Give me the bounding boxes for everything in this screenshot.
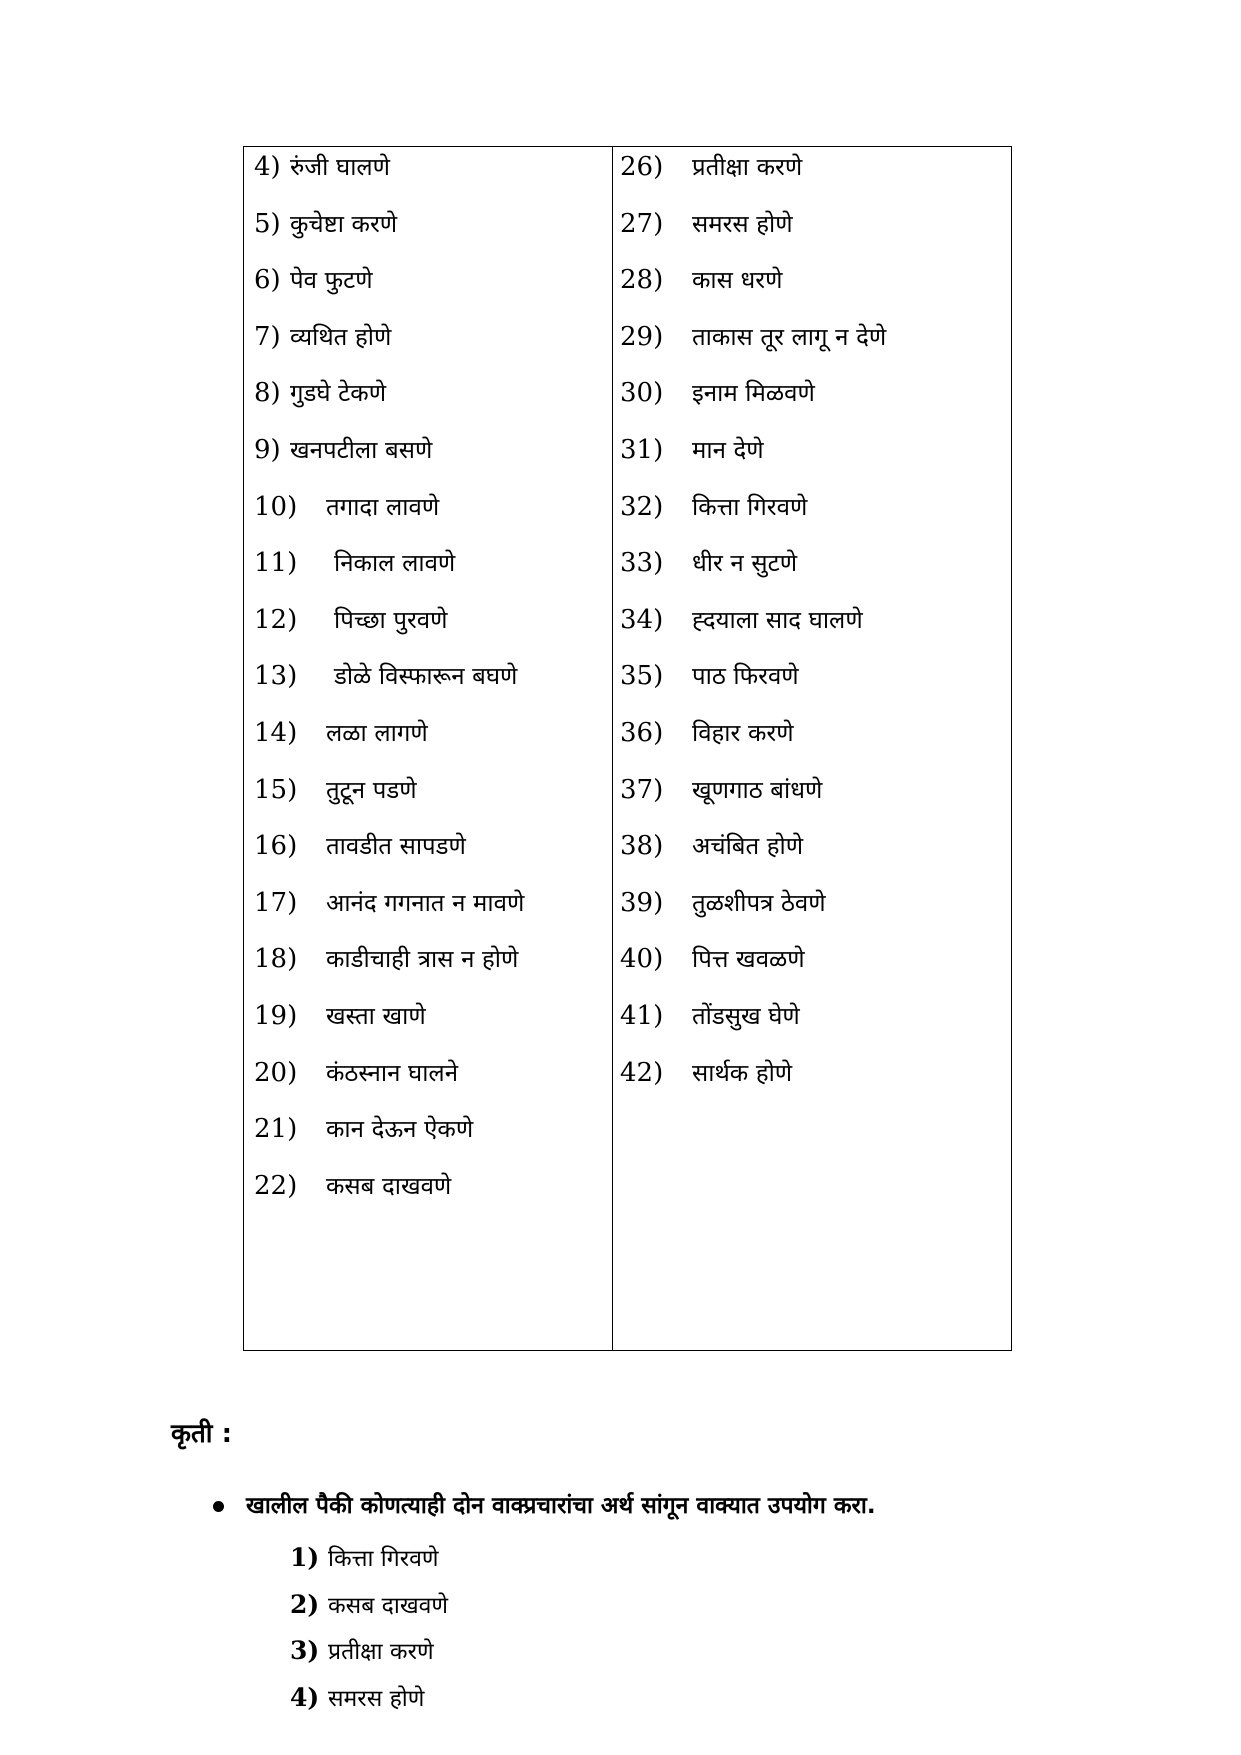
idiom-number: 15) [254, 774, 298, 805]
idiom-text: मान देणे [692, 436, 764, 464]
idiom-number: 17) [254, 887, 298, 918]
idiom-text: तुटून पडणे [326, 775, 417, 804]
idiom-text: कास धरणे [692, 266, 783, 295]
idiom-row [620, 204, 793, 244]
idiom-row [254, 260, 373, 300]
instruction-text: खालील पैकी कोणत्याही दोन वाक्प्रचारांचा अर्थ सांगून वाक्यात उपयोग करा. [246, 1493, 876, 1519]
idiom-text: खस्ता खाणे [326, 1002, 426, 1030]
idiom-row [620, 373, 815, 413]
idiom-row [620, 147, 802, 187]
idiom-text: तुळशीपत्र ठेवणे [692, 888, 826, 917]
idiom-number: 13) [254, 661, 298, 692]
idiom-number: 30) [620, 378, 664, 409]
idiom-row [620, 317, 886, 357]
idiom-row [254, 147, 390, 187]
idiom-row [254, 430, 432, 470]
idiom-number: 26) [620, 152, 664, 182]
idiom-row [254, 1109, 473, 1149]
idiom-number: 19) [254, 1001, 298, 1031]
idiom-text: अचंबित होणे [692, 832, 804, 861]
idiom-row [254, 656, 517, 696]
idiom-text: कंठस्नान घालने [326, 1058, 459, 1087]
idiom-number: 42) [620, 1057, 664, 1088]
option-number: 3) [290, 1636, 320, 1665]
idiom-row [254, 939, 518, 979]
idiom-text: कसब दाखवणे [326, 1171, 452, 1200]
option-number: 4) [290, 1682, 320, 1712]
idiom-text: प्रतीक्षा करणे [692, 153, 803, 181]
idiom-row [620, 770, 822, 810]
idiom-text: आनंद गगनात न मावणे [326, 888, 525, 917]
option-number: 1) [290, 1543, 320, 1572]
idiom-number: 5) [254, 208, 281, 239]
idiom-row [254, 600, 448, 640]
idiom-row [254, 373, 386, 413]
idiom-row [620, 826, 803, 866]
idiom-text: धीर न सुटणे [692, 549, 798, 578]
idiom-text: सार्थक होणे [692, 1058, 793, 1087]
idiom-row [254, 826, 466, 866]
option-text: प्रतीक्षा करणे [328, 1639, 434, 1665]
idiom-row [620, 939, 805, 979]
idiom-number: 22) [254, 1170, 298, 1201]
idiom-text: विहार करणे [692, 719, 794, 747]
idiom-number: 20) [254, 1057, 298, 1088]
idiom-number: 32) [620, 491, 664, 522]
idiom-text: पेव फुटणे [290, 266, 373, 295]
idiom-number: 14) [254, 718, 298, 748]
activity-instruction [213, 1488, 876, 1520]
idiom-text: ह्दयाला साद घालणे [692, 605, 863, 634]
idiom-text: पाठ फिरवणे [692, 662, 799, 691]
option-item [290, 1678, 424, 1718]
idiom-number: 36) [620, 718, 664, 748]
idiom-row [620, 883, 826, 923]
idiom-text: काडीचाही त्रास न होणे [326, 945, 519, 974]
idiom-number: 9) [254, 435, 281, 465]
idiom-row [620, 430, 764, 470]
idiom-number: 35) [620, 661, 664, 692]
idiom-row [254, 1053, 458, 1093]
idiom-text: समरस होणे [692, 209, 793, 238]
idiom-row [254, 204, 397, 244]
idiom-number: 16) [254, 831, 298, 862]
idiom-text: तावडीत सापडणे [326, 832, 466, 861]
idiom-number: 40) [620, 944, 664, 975]
idiom-number: 41) [620, 1001, 664, 1031]
idiom-number: 33) [620, 548, 664, 579]
idiom-text: डोळे विस्फारून बघणे [334, 662, 518, 691]
idiom-number: 29) [620, 321, 664, 352]
idiom-number: 39) [620, 887, 664, 918]
idiom-number: 6) [254, 265, 281, 296]
idiom-text: लळा लागणे [326, 719, 428, 747]
idiom-row [620, 260, 782, 300]
option-text: कित्ता गिरवणे [328, 1546, 439, 1572]
idiom-row [620, 600, 863, 640]
idiom-number: 4) [254, 152, 281, 182]
idiom-text: व्यथित होणे [290, 322, 392, 351]
idiom-row [620, 1053, 792, 1093]
idiom-text: पित्त खवळणे [692, 945, 805, 974]
idiom-row [620, 543, 797, 583]
idiom-text: निकाल लावणे [334, 549, 456, 578]
idiom-text: खूणगाठ बांधणे [692, 775, 823, 804]
option-item [290, 1585, 448, 1625]
idiom-text: कान देऊन ऐकणे [326, 1115, 474, 1144]
option-number: 2) [290, 1589, 320, 1619]
idiom-text: खनपटीला बसणे [290, 436, 433, 464]
idiom-number: 28) [620, 265, 664, 296]
option-item [290, 1631, 434, 1671]
idiom-text: रुंजी घालणे [290, 153, 391, 181]
bullet-icon [213, 1501, 224, 1512]
idiom-number: 21) [254, 1114, 298, 1145]
idioms-table [243, 146, 1012, 1351]
activity-heading: कृती : [171, 1419, 232, 1449]
idiom-row [620, 656, 799, 696]
idiom-number: 38) [620, 831, 664, 862]
idiom-row [620, 487, 807, 527]
option-text: समरस होणे [328, 1685, 425, 1712]
idiom-number: 12) [254, 604, 298, 635]
idiom-row [254, 883, 524, 923]
idiom-row [254, 317, 391, 357]
idiom-number: 34) [620, 604, 664, 635]
idiom-row [254, 770, 417, 810]
idiom-row [254, 1166, 451, 1206]
idiom-row [254, 487, 439, 527]
idiom-number: 10) [254, 491, 298, 522]
idiom-text: ताकास तूर लागू न देणे [692, 322, 887, 351]
idiom-number: 37) [620, 774, 664, 805]
idiom-text: गुडघे टेकणे [290, 379, 387, 408]
idiom-number: 11) [254, 548, 298, 579]
idiom-row [620, 713, 794, 753]
idiom-text: तगादा लावणे [326, 492, 440, 521]
idiom-row [254, 713, 428, 753]
idiom-text: तोंडसुख घेणे [692, 1002, 800, 1030]
idiom-number: 7) [254, 321, 281, 352]
idiom-text: कित्ता गिरवणे [692, 492, 808, 521]
idiom-text: पिच्छा पुरवणे [334, 605, 448, 634]
option-item [290, 1538, 439, 1578]
idiom-number: 8) [254, 378, 281, 409]
column-divider [612, 147, 613, 1350]
idiom-row [254, 543, 455, 583]
idiom-row [620, 996, 800, 1036]
option-text: कसब दाखवणे [328, 1592, 449, 1619]
idiom-row [254, 996, 426, 1036]
idiom-number: 18) [254, 944, 298, 975]
idiom-number: 27) [620, 208, 664, 239]
idiom-text: इनाम मिळवणे [692, 379, 815, 408]
idiom-number: 31) [620, 435, 664, 465]
idiom-text: कुचेष्टा करणे [290, 209, 398, 238]
